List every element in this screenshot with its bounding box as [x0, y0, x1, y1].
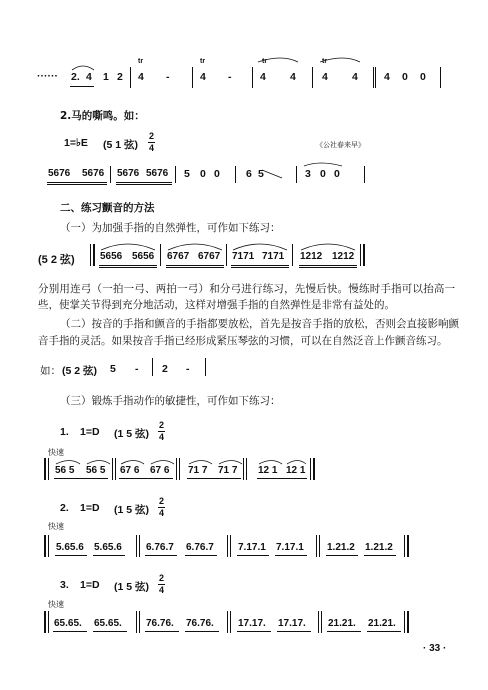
note-group: 5676 [82, 168, 105, 179]
note: 2 [162, 363, 168, 375]
note: 0 [214, 168, 220, 180]
note-group: 7171 [262, 251, 285, 262]
note: 0 [320, 168, 326, 180]
note: 3 [305, 168, 311, 180]
dash: - [228, 71, 232, 83]
paragraph: 些，使掌关节得到充分地活动，这样对增强手指的自然弹性是非常有益处的。 [38, 299, 395, 311]
key-signature: 1=D [80, 426, 100, 438]
note-group: 56 5 [86, 465, 106, 476]
note-group: 5656 [100, 251, 123, 262]
time-bottom: 4 [149, 143, 155, 153]
trill-mark: tr [200, 58, 206, 65]
note-group: 67 6 [120, 465, 140, 476]
note-group: 5.65.6 [94, 542, 122, 553]
trill-mark: tr [138, 58, 144, 65]
key-signature: 1=D [80, 579, 100, 591]
string-indicator: (5 1 弦) [103, 139, 139, 151]
note-group: 21.21. [368, 618, 396, 629]
paragraph: （一）为加强手指的自然弹性，可作如下练习： [60, 222, 281, 234]
note: 4 [138, 71, 144, 83]
note: 4 [86, 71, 92, 83]
note-group: 71 7 [218, 465, 238, 476]
note: 0 [420, 71, 426, 83]
note: 0 [402, 71, 408, 83]
exercise-number: 1. [60, 426, 69, 438]
note: 0 [334, 168, 340, 180]
note: 4 [290, 71, 296, 83]
note-group: 5.65.6 [56, 542, 84, 553]
note: 5 [110, 363, 116, 375]
exercise-number: 2. [60, 502, 69, 514]
paragraph: （三）锻炼手指动作的敏捷性，可作如下练习： [60, 395, 281, 407]
note: 4 [200, 71, 206, 83]
trill-mark: tr [322, 58, 328, 65]
note-group: 6767 [198, 251, 221, 262]
source-title: 《公社春来早》 [316, 141, 365, 149]
tempo-mark: 快速 [48, 522, 64, 531]
note-group: 67 6 [150, 465, 170, 476]
note: 1 [103, 71, 109, 83]
note-group: 65.65. [54, 618, 82, 629]
note-group: 21.21. [328, 618, 356, 629]
section-title: 二、练习颤音的方法 [60, 202, 155, 214]
dash: - [166, 71, 170, 83]
note-group: 71 7 [188, 465, 208, 476]
note: 2 [117, 71, 123, 83]
paragraph: （二）按音的手指和颤音的手指都要放松，首先是按音手指的放松，否则会直接影响颤 [60, 318, 459, 330]
paragraph: 音手指的灵活。如果按音手指已经形成紧压琴弦的习惯，可以在自然泛音上作颤音练习。 [38, 335, 448, 347]
note: 5 [184, 168, 190, 180]
note: 6 [246, 168, 252, 180]
key-signature: 1=D [80, 502, 100, 514]
note-group: 6767 [167, 251, 190, 262]
note-group: 17.17. [278, 618, 306, 629]
note-group: 7.17.1 [238, 542, 266, 553]
note-group: 6.76.7 [186, 542, 214, 553]
note-group: 76.76. [186, 618, 214, 629]
time-top: 2 [149, 131, 155, 141]
note: 0 [200, 168, 206, 180]
note: 4 [352, 71, 358, 83]
trill-mark: tr [262, 58, 268, 65]
string-indicator: (1 5 弦) [114, 428, 150, 440]
note: 4 [322, 71, 328, 83]
note-group: 5676 [146, 168, 169, 179]
ellipsis: ······ [37, 70, 58, 82]
paragraph: 分别用连弓（一拍一弓、两拍一弓）和分弓进行练习，先慢后快。慢练时手指可以抬高一 [38, 283, 456, 295]
note-group: 5676 [48, 168, 71, 179]
note: 4 [384, 71, 390, 83]
note-group: 12 1 [286, 465, 306, 476]
page-number: · 33 · [423, 643, 447, 654]
note: 2. [71, 71, 80, 83]
subsection-heading: 2.马的嘶鸣。如： [60, 110, 145, 122]
lead-text: 如： [40, 365, 61, 377]
note-group: 17.17. [238, 618, 266, 629]
dash: - [186, 363, 190, 375]
note-group: 5676 [117, 168, 140, 179]
note-group: 1.21.2 [327, 542, 355, 553]
string-indicator: (5 2 弦) [62, 365, 98, 377]
note-group: 56 5 [55, 465, 75, 476]
note-group: 6.76.7 [146, 542, 174, 553]
tempo-mark: 快速 [48, 600, 64, 609]
note-group: 65.65. [94, 618, 122, 629]
note-group: 5656 [132, 251, 155, 262]
note-group: 1212 [300, 251, 323, 262]
string-indicator: (1 5 弦) [114, 581, 150, 593]
note-group: 12 1 [258, 465, 278, 476]
tempo-mark: 快速 [48, 448, 64, 457]
note: 5 [258, 168, 264, 180]
key-signature: 1=♭E [64, 137, 88, 149]
string-indicator: (1 5 弦) [114, 504, 150, 516]
exercise-number: 3. [60, 579, 69, 591]
note-group: 1.21.2 [365, 542, 393, 553]
dash: - [135, 363, 139, 375]
note-group: 7.17.1 [276, 542, 304, 553]
note-group: 1212 [332, 251, 355, 262]
string-indicator: (5 2 弦) [38, 254, 75, 266]
note-group: 76.76. [146, 618, 174, 629]
note: 4 [260, 71, 266, 83]
note-group: 7171 [232, 251, 255, 262]
